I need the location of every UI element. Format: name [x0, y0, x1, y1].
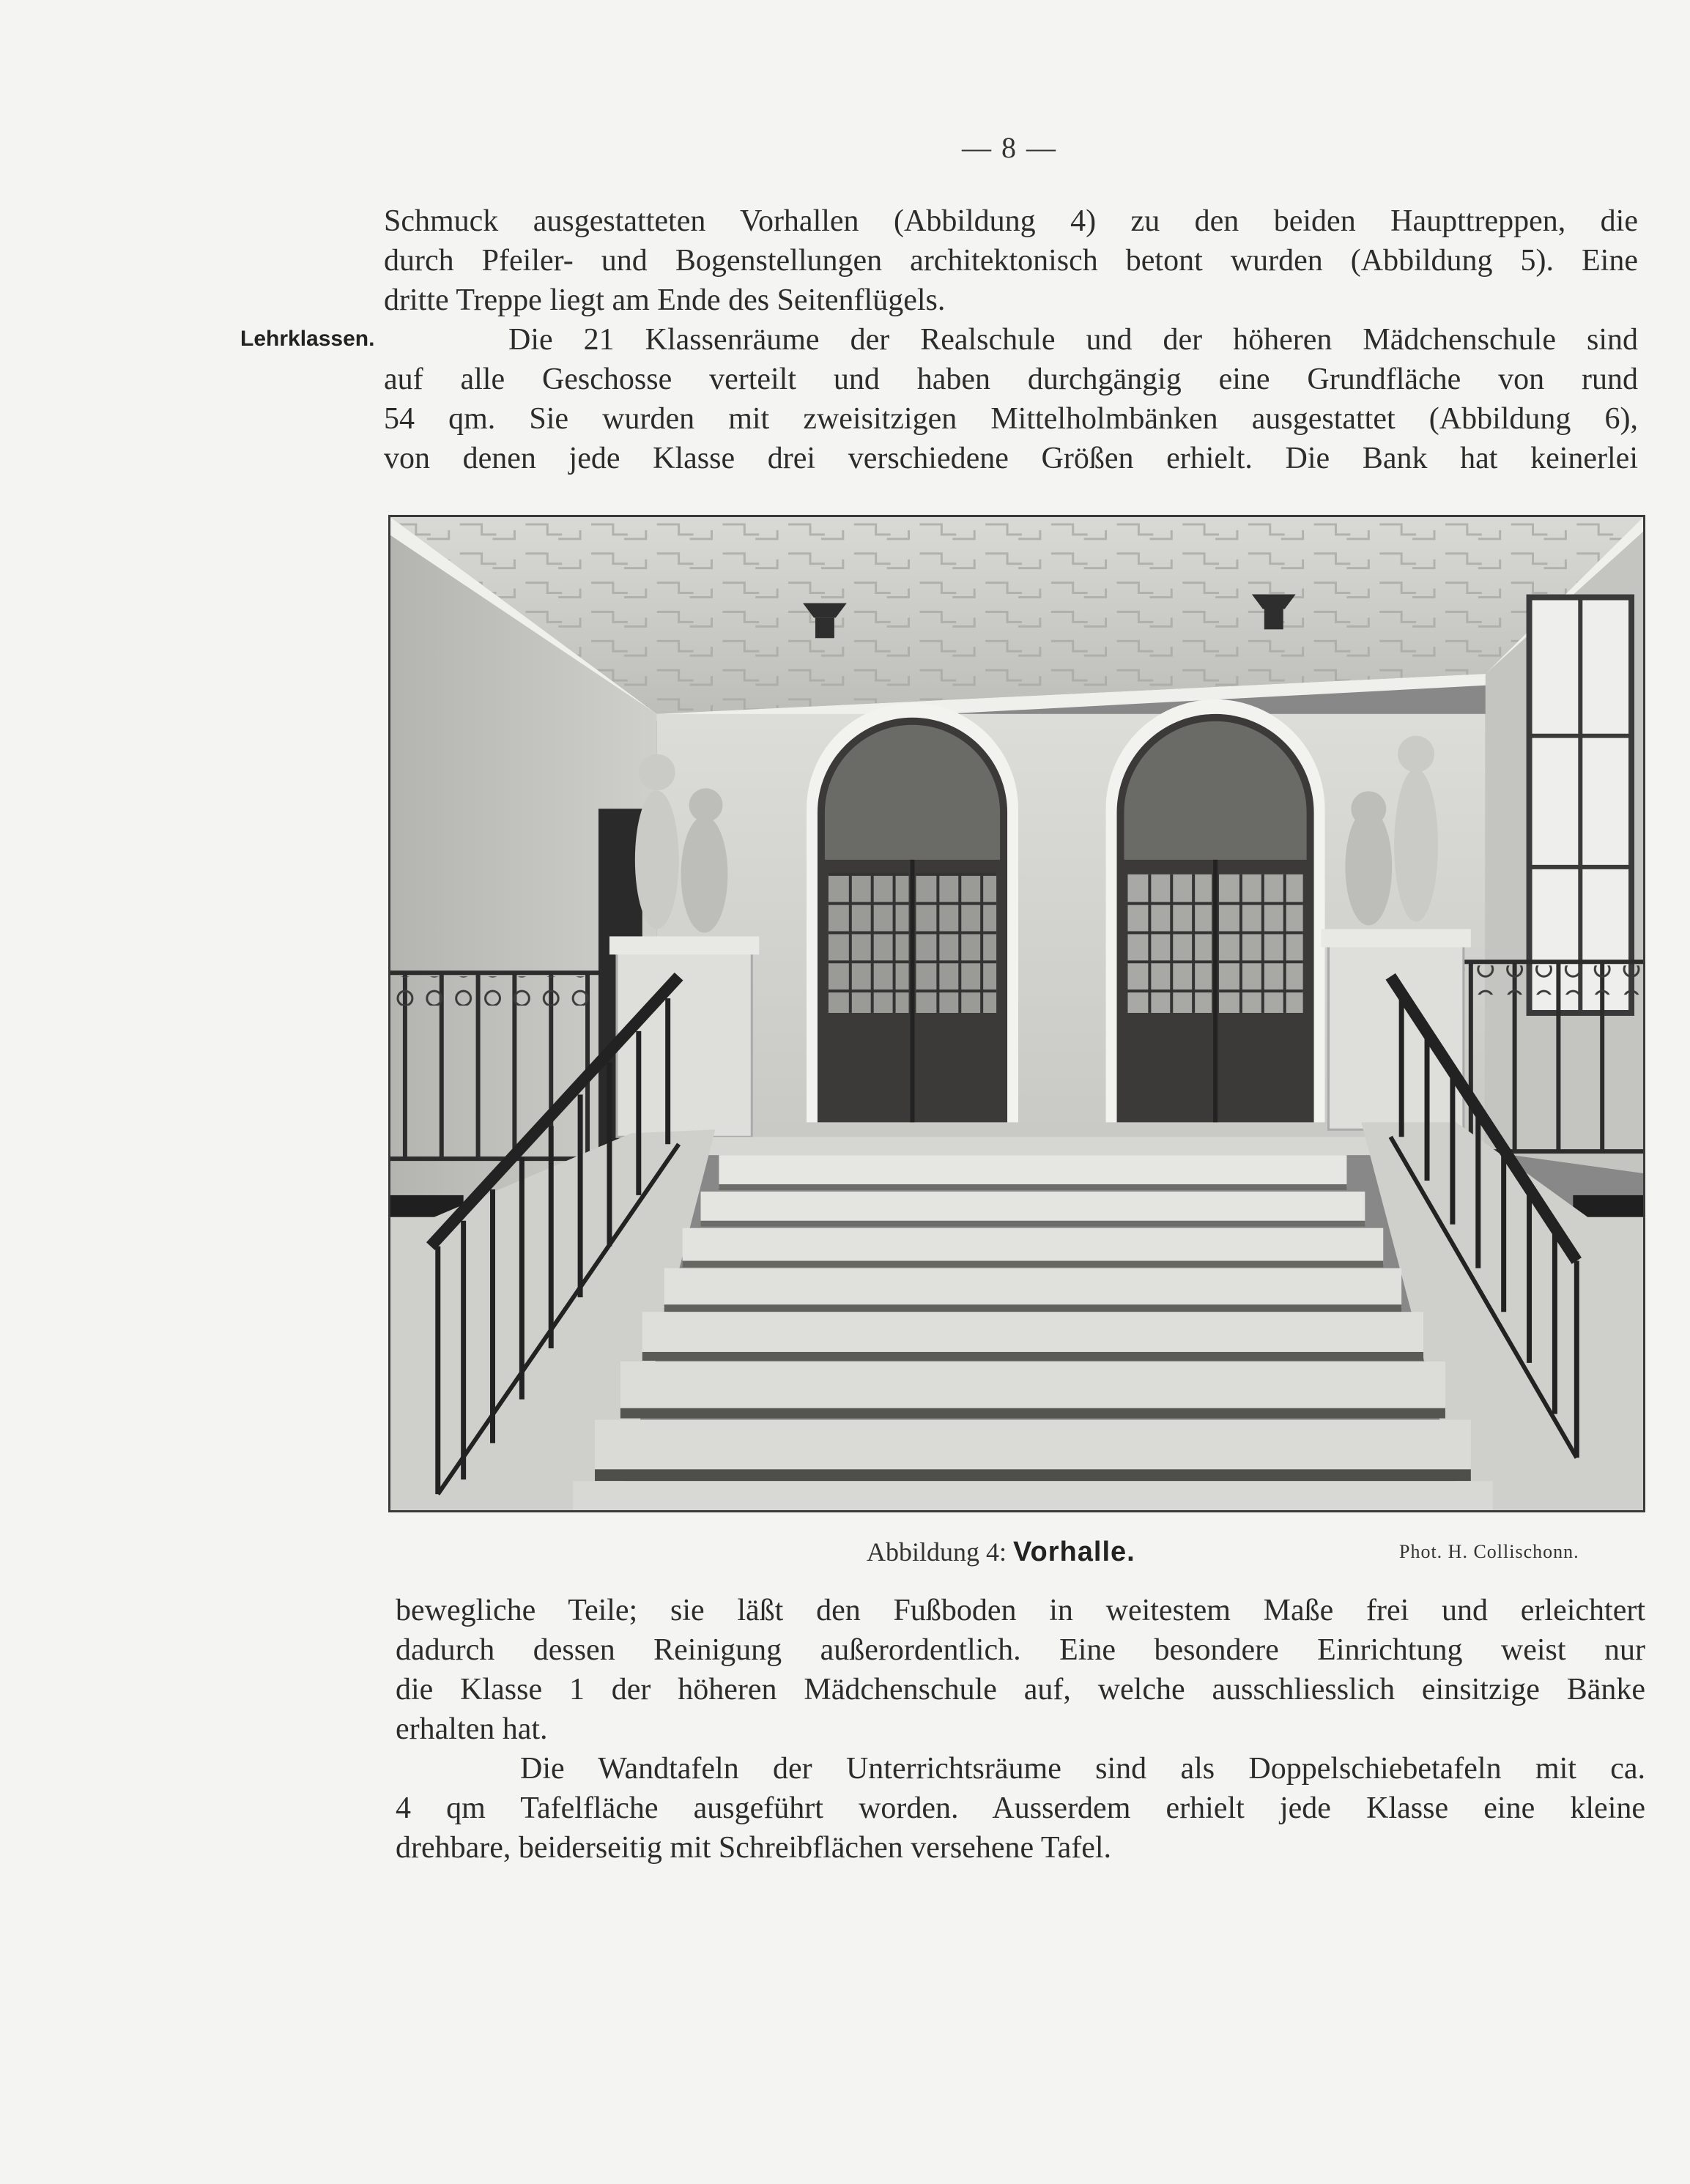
text-line: Schmuck ausgestatteten Vorhallen (Abbildung 4) zu den beiden Haupttreppen, die — [384, 204, 1638, 238]
margin-note: Lehrklassen. — [240, 327, 375, 351]
text-line: von denen jede Klasse drei verschiedene Größen erhielt. Die Bank hat keinerlei — [384, 442, 1638, 475]
text-line: erhalten hat. — [396, 1712, 548, 1746]
arched-door-left — [807, 703, 1018, 1122]
figure-caption — [867, 1537, 1135, 1568]
text-line: Die Wandtafeln der Unterrichtsräume sind als Doppelschiebetafeln mit ca. — [520, 1752, 1645, 1786]
page-number: — 8 — — [962, 131, 1057, 164]
arched-door-right — [1106, 699, 1325, 1122]
figure-label: Abbildung 4: — [867, 1537, 1007, 1567]
text-line: dadurch dessen Reinigung außerordentlich. Eine besondere Einrichtung weist nur — [396, 1633, 1645, 1667]
text-line: 4 qm Tafelfläche ausgeführt worden. Ausserdem erhielt jede Klasse eine kleine — [396, 1791, 1645, 1825]
figure-vorhalle-photo — [388, 515, 1645, 1512]
vorhalle-photo-illustration — [390, 517, 1643, 1510]
figure-title: Vorhalle. — [1013, 1537, 1135, 1567]
paragraph-bottom — [396, 1591, 1645, 1868]
text-line: drehbare, beiderseitig mit Schreibflächen versehene Tafel. — [396, 1831, 1112, 1865]
text-line: 54 qm. Sie wurden mit zweisitzigen Mittelholmbänken ausgestattet (Abbildung 6), — [384, 402, 1638, 436]
paragraph-top — [384, 201, 1638, 478]
text-line: Die 21 Klassenräume der Realschule und der höheren Mädchenschule sind — [508, 323, 1638, 357]
text-line: die Klasse 1 der höheren Mädchenschule auf, welche ausschliesslich einsitzige Bänke — [396, 1673, 1645, 1706]
text-line: durch Pfeiler- und Bogenstellungen architektonisch betont wurden (Abbildung 5). Eine — [384, 244, 1638, 278]
text-line: bewegliche Teile; sie läßt den Fußboden in weitestem Maße frei und erleichtert — [396, 1594, 1645, 1627]
text-line: dritte Treppe liegt am Ende des Seitenflügels. — [384, 283, 946, 317]
photo-credit: Phot. H. Collischonn. — [1399, 1541, 1579, 1562]
staircase — [573, 1155, 1493, 1510]
text-line: auf alle Geschosse verteilt und haben durchgängig eine Grundfläche von rund — [384, 363, 1638, 396]
